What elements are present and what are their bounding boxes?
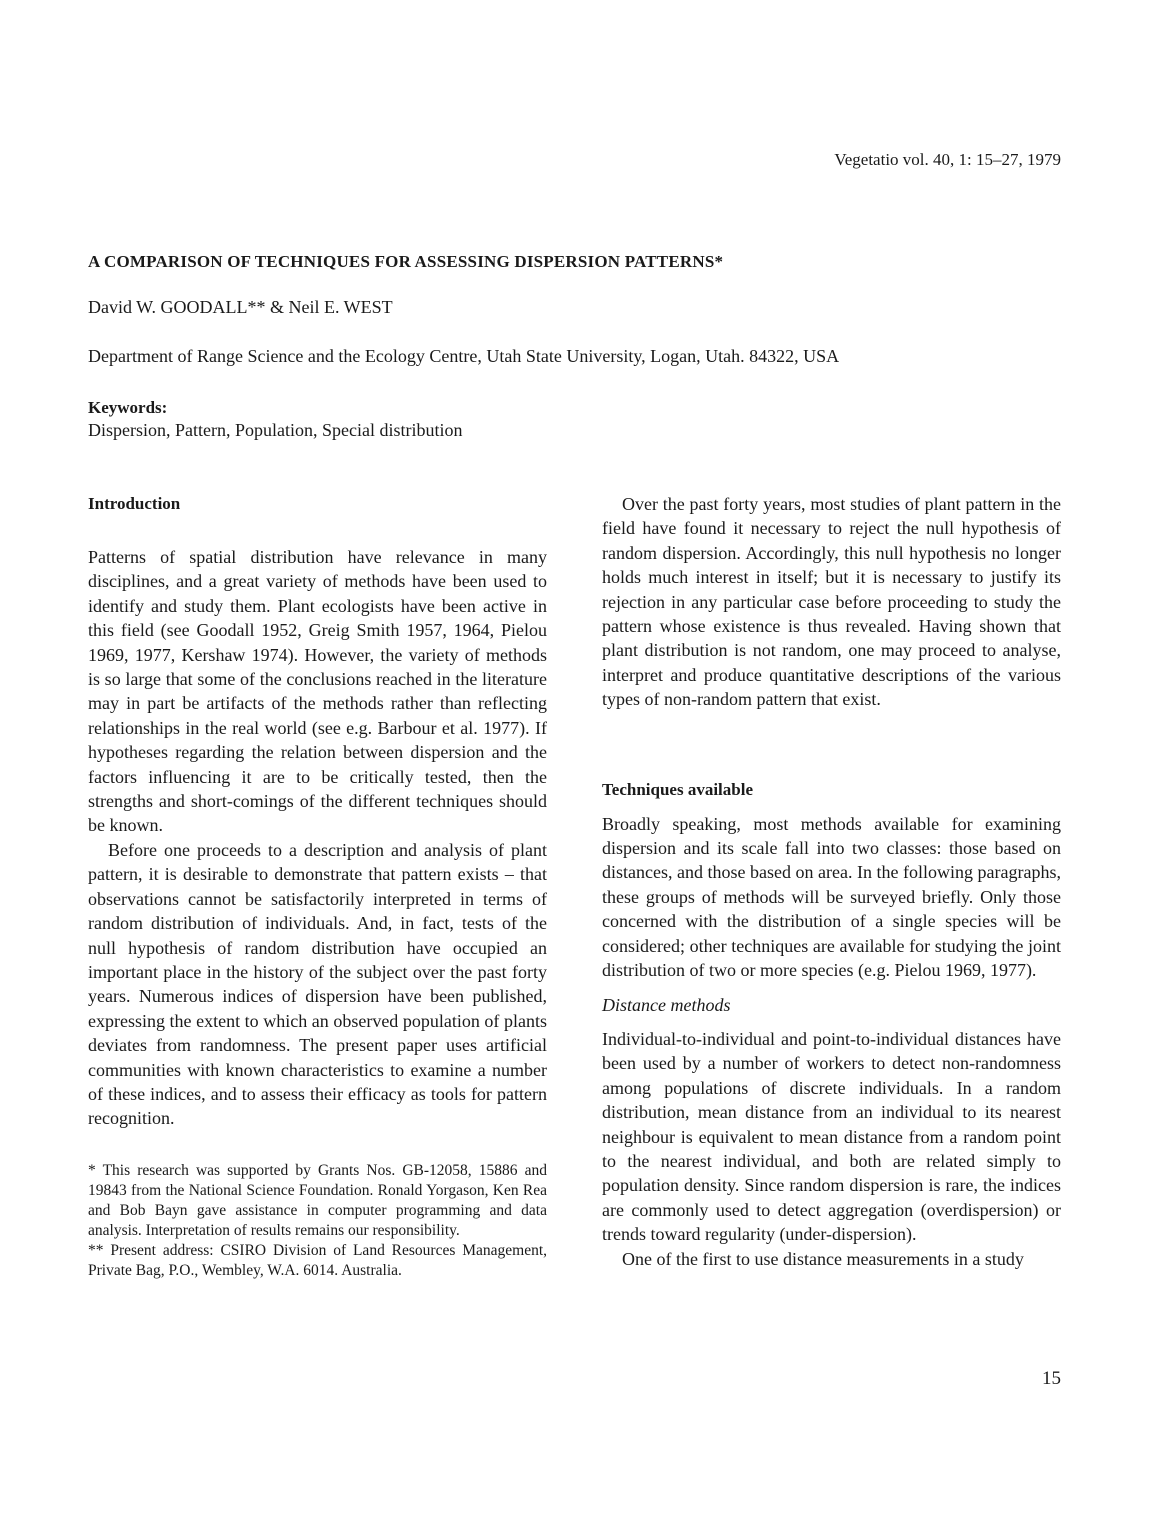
footnote-funding: * This research was supported by Grants Nos. GB-12058, 15886 and 19843 from the National Science Foundation. Ronald Yorgason, Ken Rea and Bob Bayn gave assistance in computer programming and data analysis. Interpretation of results remains our responsibility. (88, 1161, 547, 1239)
left-column (88, 492, 547, 1281)
subsection-heading-distance-methods: Distance methods (602, 994, 731, 1015)
article-authors: David W. GOODALL** & Neil E. WEST (88, 297, 393, 317)
right-column (602, 492, 1061, 1271)
keywords-label: Keywords: (88, 398, 168, 417)
right-paragraph-1: Over the past forty years, most studies of plant pattern in the field have found it necessary to reject the null hypothesis of random dispersion. Accordingly, this null hypothesis no longer holds much interest in itself; but it is necessary to justify its rejection in any particular case before proceeding to study the pattern whose existence is thus revealed. Having shown that plant distribution is not random, one may proceed to analyse, interpret and produce quantitative descriptions of the various types of non-random pattern that exist. (602, 494, 1061, 710)
section-heading-techniques: Techniques available (602, 779, 753, 799)
distance-paragraph-2: One of the first to use distance measurements in a study (622, 1248, 1024, 1269)
journal-reference: Vegetatio vol. 40, 1: 15–27, 1979 (834, 150, 1061, 169)
footnote-address: ** Present address: CSIRO Division of Land Resources Management, Private Bag, P.O., Wembley, W.A. 6014. Australia. (88, 1241, 547, 1279)
introduction-paragraph-2: Before one proceeds to a description and analysis of plant pattern, it is desirable to demonstrate that pattern exists – that observations cannot be satisfactorily interpreted in terms of random distribution of individuals. And, in fact, tests of the null hypothesis of random distribution have occupied an important place in the history of the subject over the past forty years. Numerous indices of dispersion have been published, expressing the extent to which an observed population of plants deviates from randomness. The present paper uses artificial communities with known characteristics to examine a number of these indices, and to assess their efficacy as tools for pattern recognition. (88, 839, 547, 1129)
introduction-paragraph-1: Patterns of spatial distribution have relevance in many disciplines, and a great variety of methods have been used to identify and study them. Plant ecologists have been active in this field (see Goodall 1952, Greig Smith 1957, 1964, Pielou 1969, 1977, Kershaw 1974). However, the variety of methods is so large that some of the conclusions reached in the literature may in part be artifacts of the methods rather than reflecting relationships in the real world (see e.g. Barbour et al. 1977). If hypotheses regarding the relation between dispersion and the factors influencing it are to be critically tested, then the strengths and short-comings of the different techniques should be known. (88, 547, 547, 836)
page-number: 15 (1042, 1368, 1061, 1389)
section-heading-introduction: Introduction (88, 494, 181, 513)
article-title: A COMPARISON OF TECHNIQUES FOR ASSESSING DISPERSION PATTERNS* (88, 252, 724, 271)
keywords-text: Dispersion, Pattern, Population, Special distribution (88, 420, 463, 440)
distance-paragraph-1: Individual-to-individual and point-to-individual distances have been used by a number of workers to detect non-randomness among populations of discrete individuals. In a random distribution, mean distance from an individual to its nearest neighbour is equivalent to mean distance from a random point to the nearest individual, and both are related simply to population density. Since random dispersion is rare, the indices are commonly used to detect aggregation (overdispersion) or trends toward regularity (under-dispersion). (602, 1028, 1061, 1245)
techniques-paragraph: Broadly speaking, most methods available for examining dispersion and its scale fall into two classes: those based on distances, and those based on area. In the following paragraphs, these groups of methods will be surveyed briefly. Only those concerned with the distribution of a single species will be considered; other techniques are available for studying the joint distribution of two or more species (e.g. Pielou 1969, 1977). (602, 813, 1061, 981)
author-affiliation: Department of Range Science and the Ecology Centre, Utah State University, Logan, Utah. 84322, USA (88, 346, 840, 366)
